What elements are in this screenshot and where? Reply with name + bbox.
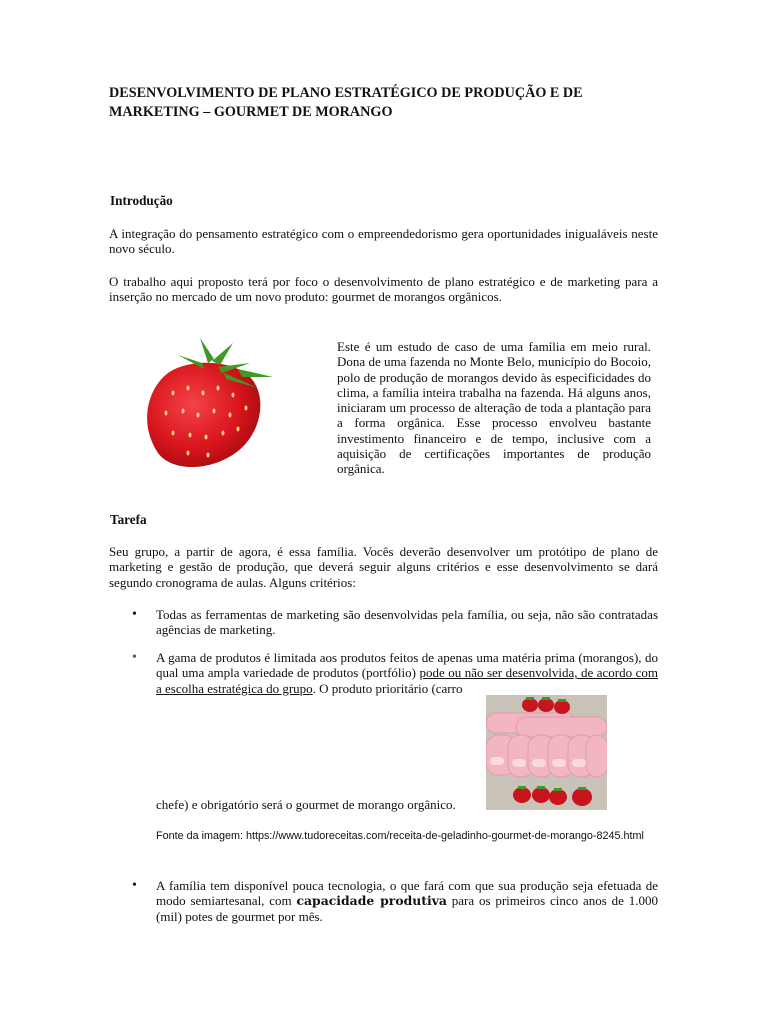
intro-heading: Introdução (110, 193, 173, 208)
title-line-2: MARKETING – GOURMET DE MORANGO (109, 104, 393, 120)
intro-paragraph-1: A integração do pensamento estratégico com o empreendedorismo gera oportunidades inigualáveis neste novo século. (109, 226, 658, 257)
task-heading: Tarefa (110, 512, 147, 527)
bullet-3-bold: capacidade produtiva (296, 893, 447, 909)
document-title (109, 84, 669, 122)
bullet-2-text (156, 650, 658, 696)
bullet-2-text-part1: A gama de produtos é limitada aos produtos feitos de apenas uma matéria prima (morangos), do qual uma ampla variedade de produtos (portfólio) (156, 650, 658, 681)
bullet-2-icon: • (132, 650, 137, 665)
bullet-3-text (156, 878, 658, 924)
task-intro-paragraph: Seu grupo, a partir de agora, é essa família. Vocês deverão desenvolver um protótipo de plano de marketing e gestão de produção, que deverá seguir alguns critérios e esse desenvolvimento se dará segundo cronograma de aulas. Alguns critérios: (109, 544, 658, 590)
bullet-2-continuation: chefe) e obrigatório será o gourmet de morango orgânico. (156, 797, 456, 812)
bullet-3-text-part1: A família tem disponível pouca tecnologia, o que fará com que sua produção seja efetuada de modo semiartesanal, com (156, 878, 658, 909)
strawberry-image (138, 333, 288, 473)
bullet-2-text-part2: . O produto prioritário (carro (312, 680, 463, 696)
image-source-caption: Fonte da imagem: https://www.tudoreceitas.com/receita-de-geladinho-gourmet-de-morango-8245.html (156, 830, 644, 842)
bullet-1-icon: • (132, 607, 137, 622)
bullet-2-underlined: pode ou não ser desenvolvida, de acordo com a escolha estratégica do grupo (156, 665, 658, 696)
gourmet-morango-image (486, 695, 607, 810)
bullet-1-text: Todas as ferramentas de marketing são desenvolvidas pela família, ou seja, não são contratadas agências de marketing. (156, 607, 658, 638)
bullet-3-text-part2: para os primeiros cinco anos de 1.000 (mil) potes de gourmet por mês. (156, 893, 658, 924)
case-study-paragraph: Este é um estudo de caso de uma família em meio rural. Dona de uma fazenda no Monte Belo, município do Bocoio, polo de produção de morangos devido às especificidades do clima, a família inteira trabalha na fazenda. Há alguns anos, iniciaram um processo de alteração de toda a plantação para a forma orgânica. Esse processo envolveu bastante investimento financeiro e de tempo, inclusive com a aquisição de certificações importantes de produção orgânica. (337, 339, 651, 477)
intro-paragraph-2: O trabalho aqui proposto terá por foco o desenvolvimento de plano estratégico e de marketing para a inserção no mercado de um novo produto: gourmet de morangos orgânicos. (109, 274, 658, 305)
bullet-3-icon: • (132, 878, 137, 893)
title-line-1: DESENVOLVIMENTO DE PLANO ESTRATÉGICO DE PRODUÇÃO E DE (109, 85, 583, 101)
